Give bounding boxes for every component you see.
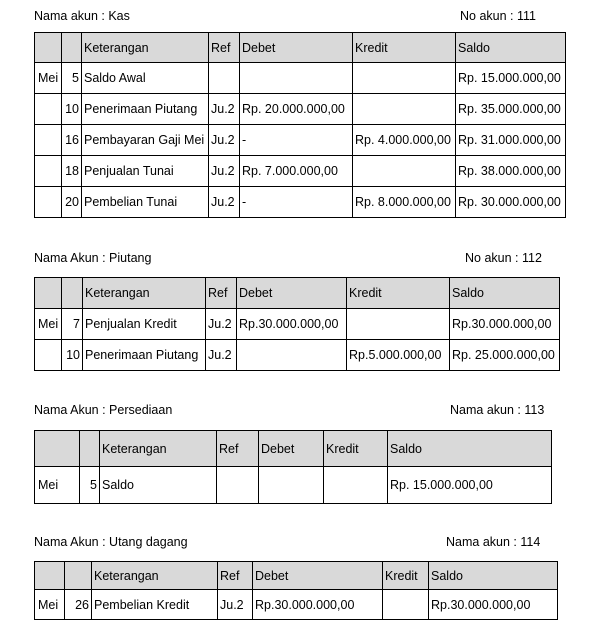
cell-ref: Ju.2	[209, 125, 240, 156]
col-header-month	[35, 278, 62, 309]
cell-kredit: Rp. 8.000.000,00	[353, 187, 456, 218]
col-header-debet: Debet	[253, 562, 383, 590]
cell-month	[35, 125, 62, 156]
cell-keterangan: Pembelian Tunai	[82, 187, 209, 218]
col-header-debet: Debet	[259, 431, 324, 467]
cell-ref: Ju.2	[209, 156, 240, 187]
col-header-keterangan: Keterangan	[82, 33, 209, 63]
col-header-day	[65, 562, 92, 590]
cell-ref	[217, 467, 259, 504]
col-header-kredit: Kredit	[324, 431, 388, 467]
table-row	[35, 94, 566, 125]
cell-keterangan: Penjualan Kredit	[83, 309, 206, 340]
cell-month: Mei	[35, 63, 62, 94]
account-number-persediaan: Nama akun : 113	[450, 403, 545, 417]
cell-keterangan: Saldo Awal	[82, 63, 209, 94]
col-header-day	[62, 33, 82, 63]
cell-saldo: Rp. 35.000.000,00	[456, 94, 566, 125]
cell-keterangan: Pembayaran Gaji Mei	[82, 125, 209, 156]
cell-saldo: Rp. 15.000.000,00	[388, 467, 552, 504]
col-header-keterangan: Keterangan	[92, 562, 218, 590]
account-title-piutang: Nama Akun : Piutang	[34, 251, 152, 265]
account-number-kas: No akun : 111	[460, 9, 536, 23]
col-header-month	[35, 33, 62, 63]
cell-kredit	[383, 590, 429, 620]
cell-debet	[240, 63, 353, 94]
col-header-kredit: Kredit	[353, 33, 456, 63]
col-header-debet: Debet	[240, 33, 353, 63]
ledger-table-piutang	[34, 277, 560, 371]
cell-kredit	[353, 94, 456, 125]
col-header-saldo: Saldo	[450, 278, 560, 309]
cell-debet: Rp.30.000.000,00	[237, 309, 347, 340]
table-header-row	[35, 562, 558, 590]
cell-saldo: Rp. 38.000.000,00	[456, 156, 566, 187]
cell-debet: Rp. 7.000.000,00	[240, 156, 353, 187]
table-row	[35, 63, 566, 94]
account-title-persediaan: Nama Akun : Persediaan	[34, 403, 173, 417]
cell-day: 18	[62, 156, 82, 187]
cell-saldo: Rp. 25.000.000,00	[450, 340, 560, 371]
cell-saldo: Rp. 30.000.000,00	[456, 187, 566, 218]
ledger-table-kas	[34, 32, 566, 218]
cell-debet: -	[240, 187, 353, 218]
cell-day: 16	[62, 125, 82, 156]
cell-debet: -	[240, 125, 353, 156]
account-title-utang-dagang: Nama Akun : Utang dagang	[34, 535, 188, 549]
table-row	[35, 125, 566, 156]
col-header-kredit: Kredit	[383, 562, 429, 590]
table-header-row	[35, 431, 552, 467]
cell-month	[35, 156, 62, 187]
col-header-debet: Debet	[237, 278, 347, 309]
account-number-piutang: No akun : 112	[465, 251, 542, 265]
cell-debet	[237, 340, 347, 371]
cell-saldo: Rp.30.000.000,00	[450, 309, 560, 340]
cell-ref: Ju.2	[218, 590, 253, 620]
col-header-ref: Ref	[218, 562, 253, 590]
cell-saldo: Rp. 15.000.000,00	[456, 63, 566, 94]
cell-ref: Ju.2	[209, 94, 240, 125]
cell-day: 7	[62, 309, 83, 340]
cell-day: 26	[65, 590, 92, 620]
cell-keterangan: Saldo	[100, 467, 217, 504]
col-header-month	[35, 431, 80, 467]
cell-day: 5	[62, 63, 82, 94]
cell-month: Mei	[35, 467, 80, 504]
cell-kredit	[347, 309, 450, 340]
cell-debet: Rp. 20.000.000,00	[240, 94, 353, 125]
col-header-day	[80, 431, 100, 467]
cell-month	[35, 187, 62, 218]
cell-kredit	[353, 63, 456, 94]
col-header-month	[35, 562, 65, 590]
ledger-table-utang-dagang	[34, 561, 558, 620]
col-header-ref: Ref	[209, 33, 240, 63]
cell-day: 5	[80, 467, 100, 504]
table-header-row	[35, 278, 560, 309]
table-row	[35, 309, 560, 340]
col-header-saldo: Saldo	[429, 562, 558, 590]
cell-keterangan: Penerimaan Piutang	[82, 94, 209, 125]
cell-debet: Rp.30.000.000,00	[253, 590, 383, 620]
cell-ref: Ju.2	[209, 187, 240, 218]
col-header-ref: Ref	[217, 431, 259, 467]
cell-ref	[209, 63, 240, 94]
cell-month: Mei	[35, 309, 62, 340]
account-title-kas: Nama akun : Kas	[34, 9, 130, 23]
cell-saldo: Rp. 31.000.000,00	[456, 125, 566, 156]
col-header-keterangan: Keterangan	[100, 431, 217, 467]
cell-keterangan: Penerimaan Piutang	[83, 340, 206, 371]
cell-ref: Ju.2	[206, 340, 237, 371]
cell-kredit: Rp. 4.000.000,00	[353, 125, 456, 156]
cell-debet	[259, 467, 324, 504]
cell-ref: Ju.2	[206, 309, 237, 340]
cell-month: Mei	[35, 590, 65, 620]
cell-keterangan: Pembelian Kredit	[92, 590, 218, 620]
cell-kredit: Rp.5.000.000,00	[347, 340, 450, 371]
cell-saldo: Rp.30.000.000,00	[429, 590, 558, 620]
table-row	[35, 156, 566, 187]
account-number-utang-dagang: Nama akun : 114	[446, 535, 541, 549]
table-row	[35, 467, 552, 504]
col-header-keterangan: Keterangan	[83, 278, 206, 309]
col-header-day	[62, 278, 83, 309]
col-header-kredit: Kredit	[347, 278, 450, 309]
cell-month	[35, 340, 62, 371]
cell-kredit	[324, 467, 388, 504]
cell-day: 10	[62, 340, 83, 371]
table-row	[35, 187, 566, 218]
cell-day: 20	[62, 187, 82, 218]
table-header-row	[35, 33, 566, 63]
table-row	[35, 590, 558, 620]
cell-keterangan: Penjualan Tunai	[82, 156, 209, 187]
ledger-table-persediaan	[34, 430, 552, 504]
col-header-ref: Ref	[206, 278, 237, 309]
cell-month	[35, 94, 62, 125]
col-header-saldo: Saldo	[388, 431, 552, 467]
cell-kredit	[353, 156, 456, 187]
col-header-saldo: Saldo	[456, 33, 566, 63]
table-row	[35, 340, 560, 371]
cell-day: 10	[62, 94, 82, 125]
